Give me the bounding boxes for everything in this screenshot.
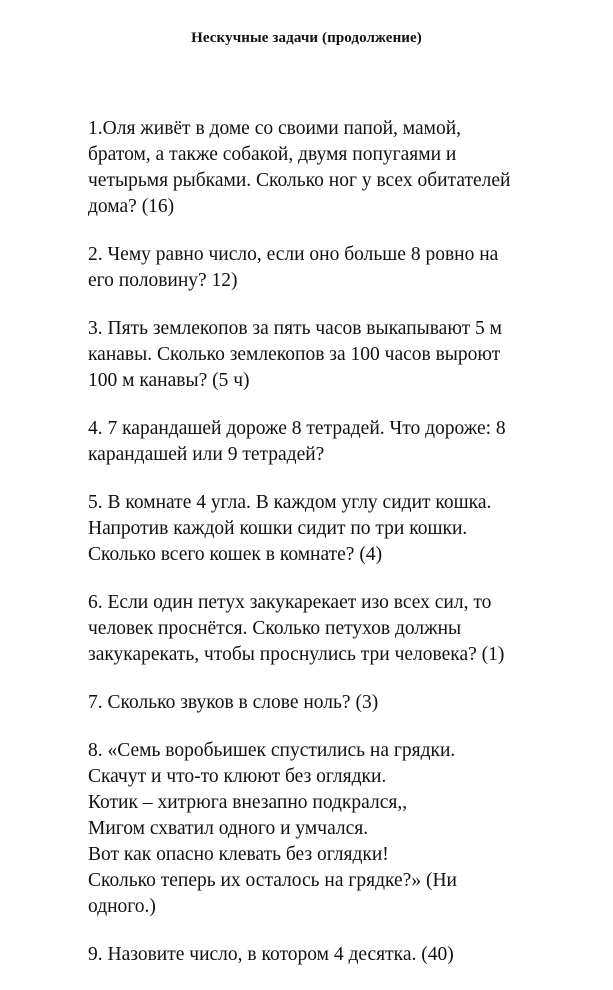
task-list — [88, 116, 608, 990]
task-line: его половину? 12) — [88, 270, 238, 291]
task-line: 2. Чему равно число, если оно больше 8 ровно на — [88, 244, 499, 265]
task-item — [88, 242, 608, 294]
task-item — [88, 738, 608, 920]
task-item — [88, 116, 608, 220]
task-line: Вот как опасно клевать без оглядки! — [88, 844, 389, 865]
task-item — [88, 942, 608, 968]
task-item — [88, 490, 608, 568]
task-line: Котик – хитрюга внезапно подкрался,, — [88, 792, 408, 813]
task-line: Скачут и что-то клюют без оглядки. — [88, 766, 387, 787]
task-item — [88, 416, 608, 468]
task-line: одного.) — [88, 896, 156, 917]
task-line: четырьмя рыбками. Сколько ног у всех обитателей — [88, 170, 511, 191]
task-line: 8. «Семь воробьишек спустились на грядки. — [88, 740, 456, 761]
task-line: 4. 7 карандашей дороже 8 тетрадей. Что дороже: 8 — [88, 418, 506, 439]
task-line: человек проснётся. Сколько петухов должны — [88, 618, 462, 639]
document-title: Нескучные задачи (продолжение) — [191, 30, 422, 46]
task-line: карандашей или 9 тетрадей? — [88, 444, 325, 465]
task-line: Напротив каждой кошки сидит по три кошки. — [88, 518, 468, 539]
task-item — [88, 316, 608, 394]
task-line: 5. В комнате 4 угла. В каждом углу сидит кошка. — [88, 492, 492, 513]
task-item — [88, 590, 608, 668]
task-line: канавы. Сколько землекопов за 100 часов выроют — [88, 344, 501, 365]
task-line: Мигом схватил одного и умчался. — [88, 818, 369, 839]
task-line: Сколько теперь их осталось на грядке?» (Ни — [88, 870, 457, 891]
task-line: Сколько всего кошек в комнате? (4) — [88, 544, 383, 565]
task-item — [88, 690, 608, 716]
task-line: 100 м канавы? (5 ч) — [88, 370, 250, 391]
task-line: 3. Пять землекопов за пять часов выкапывают 5 м — [88, 318, 503, 339]
task-line: закукарекать, чтобы проснулись три человека? (1) — [88, 644, 505, 665]
task-line: 7. Сколько звуков в слове ноль? (3) — [88, 692, 379, 713]
task-line: 9. Назовите число, в котором 4 десятка. (40) — [88, 944, 454, 965]
task-line: 6. Если один петух закукарекает изо всех сил, то — [88, 592, 492, 613]
task-line: братом, а также собакой, двумя попугаями и — [88, 144, 457, 165]
task-line: 1.Оля живёт в доме со своими папой, мамой, — [88, 118, 462, 139]
task-line: дома? (16) — [88, 196, 175, 217]
